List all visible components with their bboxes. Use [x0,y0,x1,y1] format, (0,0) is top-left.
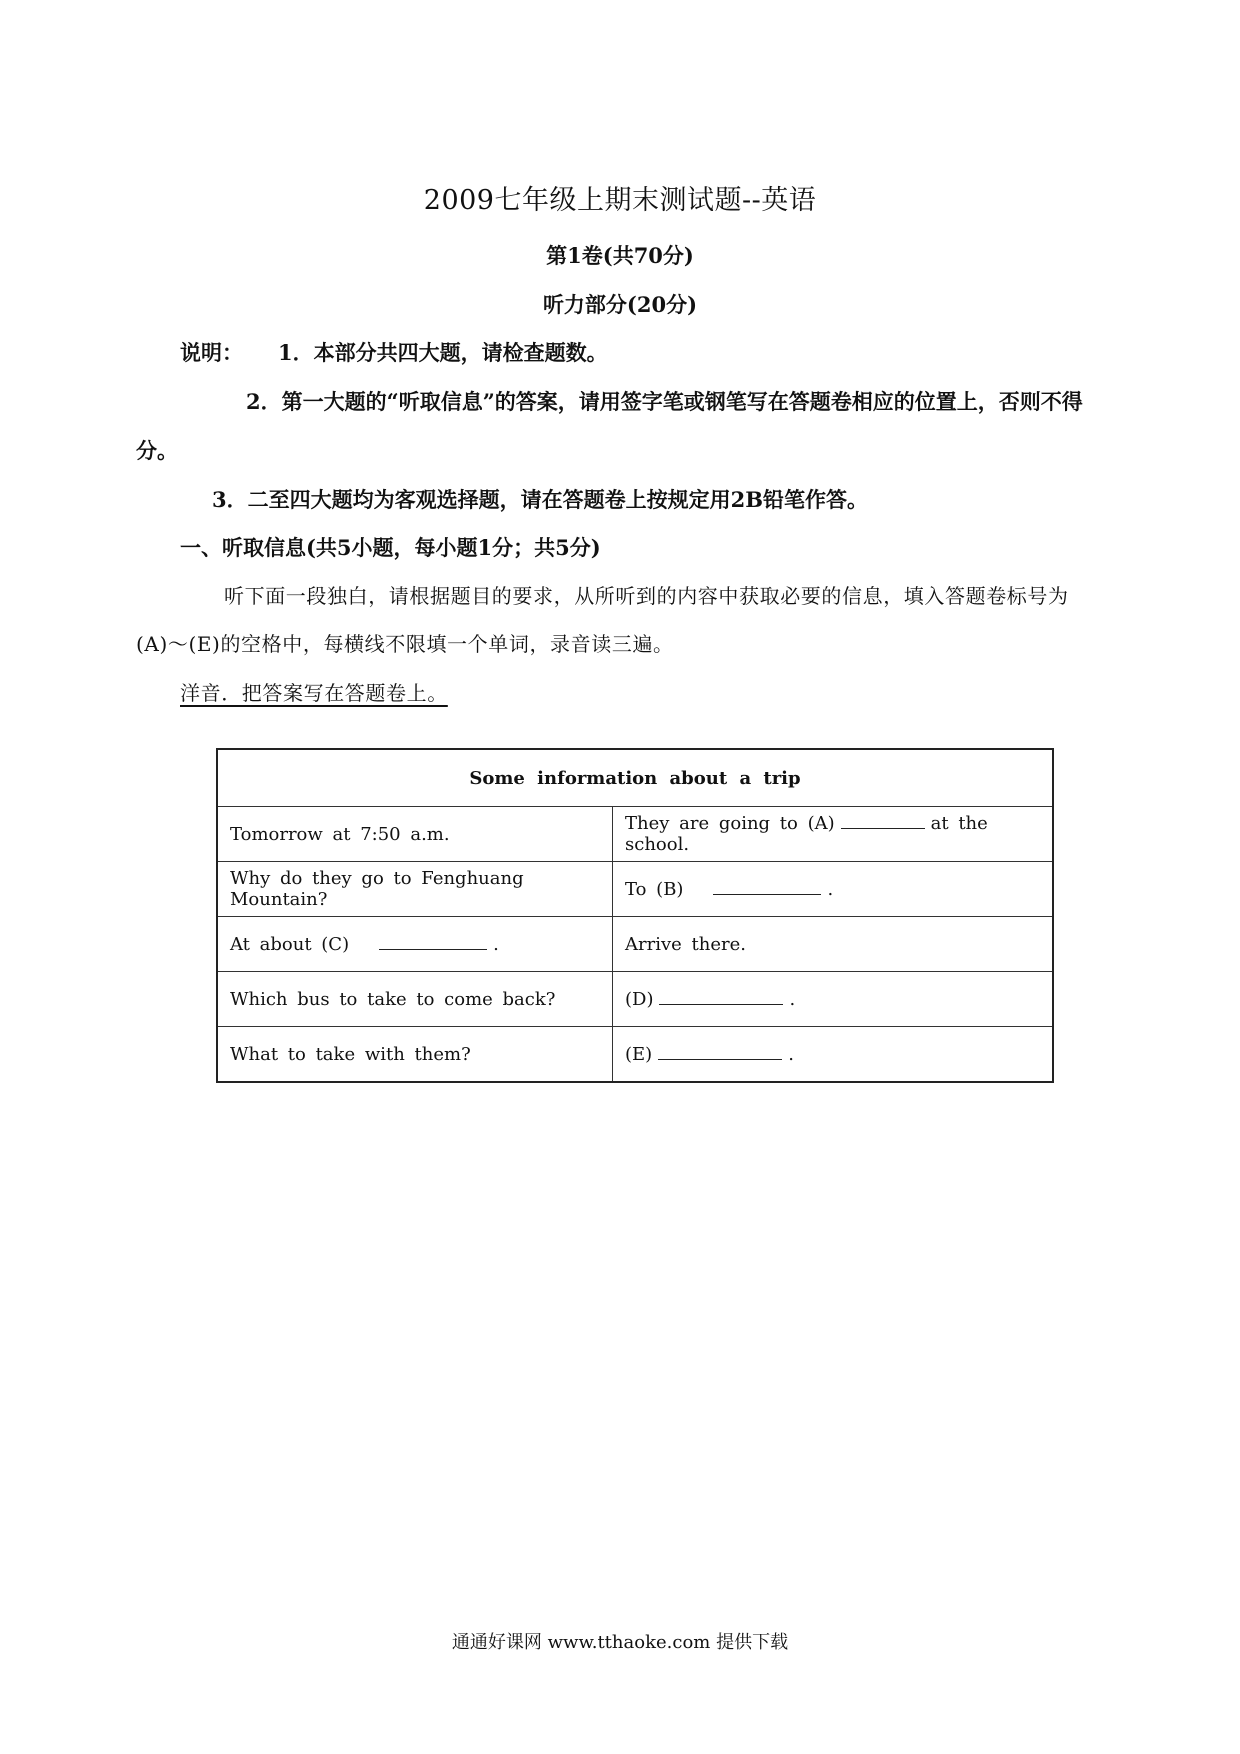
cell-text: (E) [625,1043,653,1065]
trip-info-table [216,748,1054,1083]
footer-credit: 通通好课网 www.tthaoke.com 提供下载 [451,1632,789,1653]
note-item-2: 2．第一大题的“听取信息”的答案，请用签字笔或钢笔写在答题卷相应的位置上，否则不得 [246,389,1083,414]
table-cell: Tomorrow at 7:50 a.m. [217,807,613,862]
table-cell [613,807,1054,862]
table-row [217,862,1053,917]
table-row [217,972,1053,1027]
table-cell: What to take with them? [217,1027,613,1083]
note-item-1: 1．本部分共四大题，请检查题数。 [278,340,608,365]
table-cell: Arrive there. [613,917,1054,972]
answer-blank-e[interactable] [658,1045,782,1060]
table-header: Some information about a trip [217,749,1053,807]
table-row [217,1027,1053,1083]
table-cell [217,917,613,972]
table-row [217,917,1053,972]
table-header-row [217,749,1053,807]
answer-blank-b[interactable] [713,880,821,895]
section-1-instruction-continued: (A)～(E)的空格中，每横线不限填一个单词，录音读三遍。 [136,632,674,656]
cell-text: At about (C) [230,933,350,955]
table-cell [613,972,1054,1027]
answer-blank-a[interactable] [841,814,925,829]
cell-text: at the school. [625,813,988,855]
cell-text: They are going to (A) [625,813,835,834]
answer-blank-d[interactable] [659,990,783,1005]
page-title: 2009七年级上期末测试题--英语 [423,185,817,216]
answer-blank-c[interactable] [379,935,487,950]
table-cell: Which bus to take to come back? [217,972,613,1027]
note-item-2-continued: 分。 [136,438,178,463]
cell-text: . [493,933,499,955]
cell-text: . [788,1043,794,1065]
volume-heading: 第1卷(共70分) [546,243,694,268]
cell-text: (D) [625,988,654,1010]
notes-label: 说明： [180,340,243,365]
cell-text: . [789,988,796,1010]
answer-note: 洋音．把答案写在答题卷上。 [180,681,448,705]
table-cell: Why do they go to Fenghuang Mountain? [217,862,613,917]
table-cell [613,862,1054,917]
section-1-heading: 一、听取信息(共5小题，每小题1分；共5分) [180,535,601,560]
cell-text: To (B) [625,878,684,900]
section-1-instruction: 听下面一段独白，请根据题目的要求，从所听到的内容中获取必要的信息，填入答题卷标号为 [224,584,1069,608]
table-cell [613,1027,1054,1083]
table-row [217,807,1053,862]
note-item-3: 3．二至四大题均为客观选择题，请在答题卷上按规定用2B铅笔作答。 [212,487,868,512]
cell-text: . [827,878,834,900]
listening-heading: 听力部分(20分) [542,292,698,317]
